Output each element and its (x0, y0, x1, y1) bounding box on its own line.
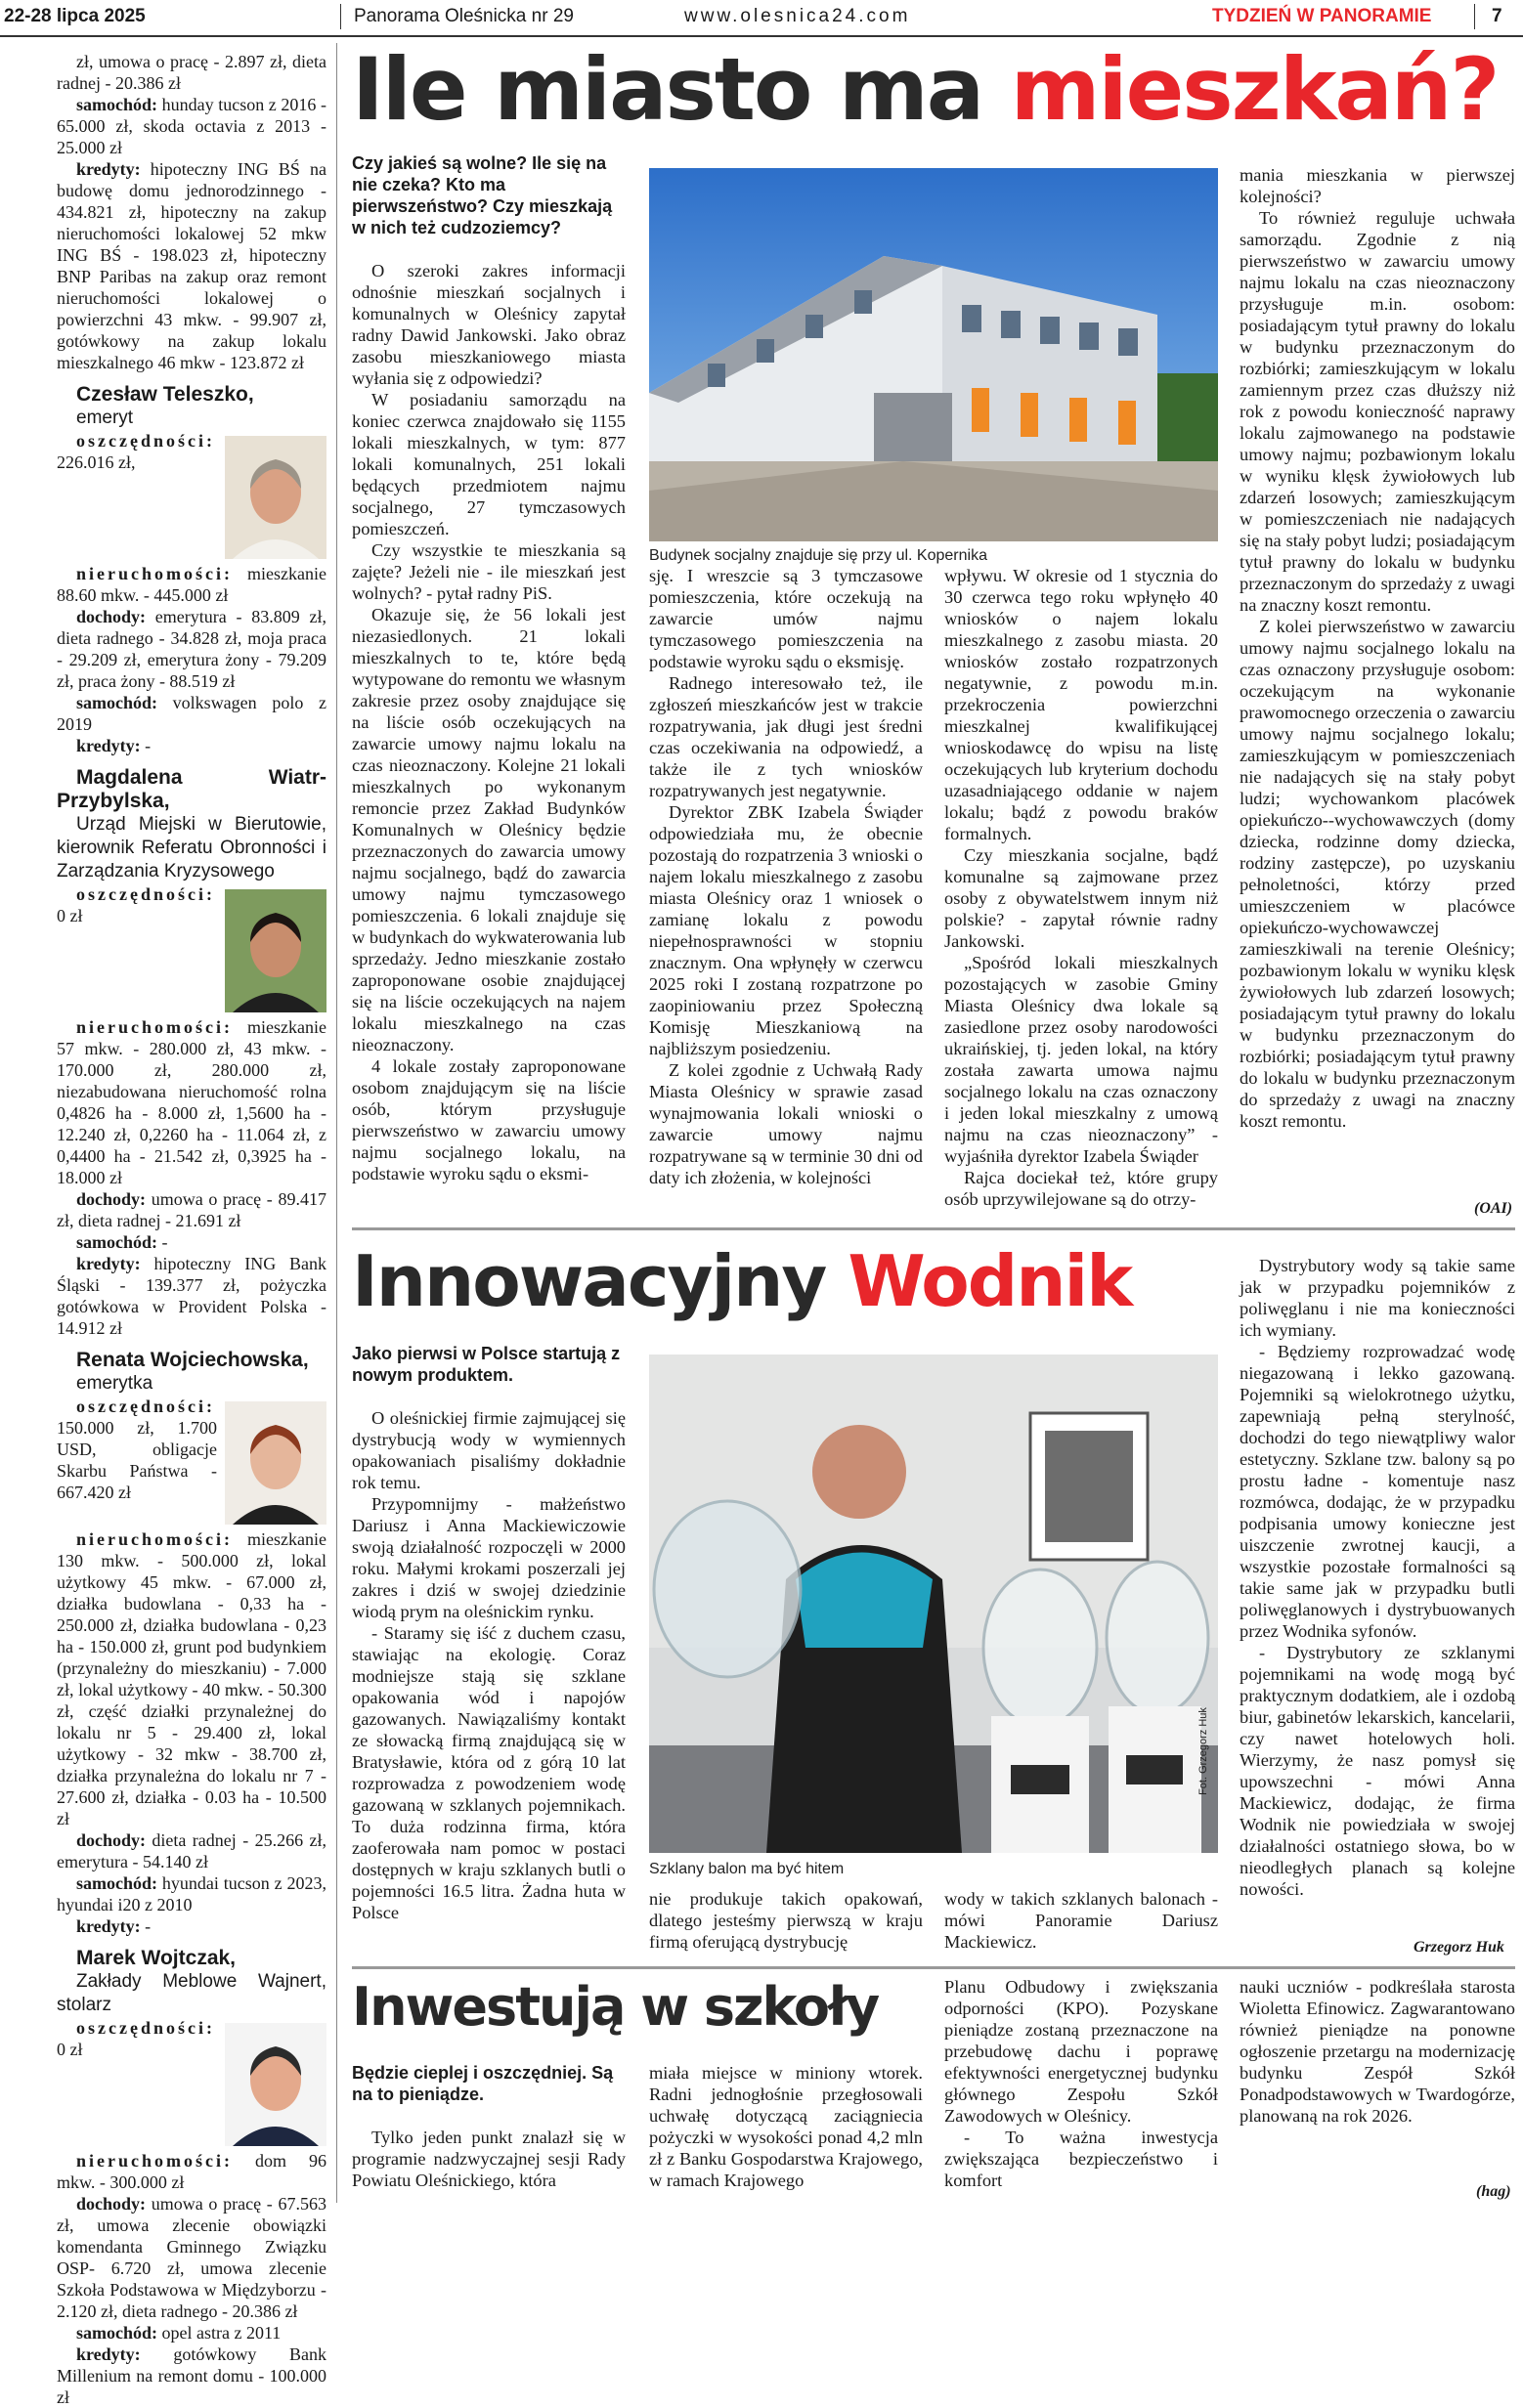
declaration-entry (57, 1503, 326, 1829)
person-role: emerytka (76, 1373, 153, 1394)
article3-lead: Będzie cieplej i oszczędniej. Są na to pieniądze. (352, 2063, 614, 2104)
person-declaration (57, 383, 326, 756)
article2-photo (649, 1354, 1218, 1853)
person-name: Czesław Teleszko, (76, 383, 254, 406)
declaration-entry (57, 2344, 326, 2408)
declaration-entry (57, 51, 326, 94)
article-paragraph: mania mieszkania w pierwszej kolejności? (1240, 165, 1515, 206)
article-paragraph: nie produkuje takich opakowań, dlatego jesteśmy pierwszą w kraju firmą oferującą dystrybucję (649, 1889, 923, 1952)
declaration-value: 0 zł (57, 2040, 83, 2059)
headline-highlight: Wodnik (848, 1240, 1132, 1322)
article-paragraph: Z kolei pierwszeństwo w zawarciu umowy najmu socjalnego lokalu na czas oznaczony przysługuje osobom: oczekującym na wykonanie prawomocnego orzeczenia o zawarciu umowy najmu socjalnego lokalu; zamieszkującym w pomieszczeniach nie nadających się na stały pobyt ludzi; wychowankom placówek opiekuńczo--wychowawczych (domy dziecka, rodzinne domy dziecka, rodziny zastępcze), po uzyskaniu pełnoletności, którzy przed umieszczeniem w placówce opiekuńczo-wychowawczej zamieszkiwali na terenie Oleśnicy; pozbawionym lokalu w wyniku klęsk żywiołowych lub zdarzeń losowych; posiadającym tytuł prawny do lokalu w budynku przeznaczonym do rozbiórki; posiadającym tytuł prawny do lokalu w budynku przeznaczonym do sprzedaży z uwagi na znaczny koszt remontu. (1240, 617, 1515, 1131)
header-divider (1474, 4, 1475, 29)
man-with-bottle-photo (649, 1354, 1218, 1853)
declaration-key: dochody: (76, 607, 147, 626)
article-paragraph: nauki uczniów - podkreślała starosta Wioletta Efinowicz. Zagwarantowano również pieniądze na ponowne ogłoszenie przetargu na modernizację budynku Zespół Szkół Ponadpodstawowych w Twardogórze, planowaną na rok 2026. (1240, 1977, 1515, 2126)
person-portrait (225, 889, 326, 1012)
declaration-value: hyundai tucson z 2023, hyundai i20 z 2010 (57, 1873, 326, 1914)
declaration-key: nieruchomości: (76, 2151, 233, 2171)
asset-declarations-column (57, 51, 326, 2408)
declaration-entry (57, 158, 326, 373)
declaration-entry (57, 94, 326, 158)
issue-date: 22-28 lipca 2025 (4, 6, 146, 26)
article-paragraph: 4 lokale zostały zaproponowane osobom znajdującym się na liście osób, którym przysługuje pierwszeństwo w zawarciu umowy najmu socjalnego lokalu, na podstawie wyroku sądu o eksmi- (352, 1056, 626, 1183)
declaration-value: - (140, 736, 152, 755)
declaration-value: dieta radnej - 25.266 zł, emerytura - 54.140 zł (57, 1830, 326, 1871)
article-paragraph: Planu Odbudowy i zwiększania odporności (KPO). Pozyskane pieniądze zostaną przeznaczone na przebudowę dachu i poprawę efektywności energetycznej budynku głównego Zespołu Szkół Zawodowych w Oleśnicy. (944, 1977, 1218, 2126)
article-paragraph: O oleśnickiej firmie zajmującej się dystrybucją wody w wymiennych opakowaniach pisaliśmy dokładnie rok temu. (352, 1408, 626, 1492)
person-role: Zakłady Meblowe Wajnert, stolarz (57, 1971, 326, 2015)
declaration-value: mieszkanie 57 mkw. - 280.000 zł, 43 mkw. - 170.000 zł, 280.000 zł, niezabudowana nieruchomość rolna 0,4826 ha - 8.000 zł, 1,5600 ha - 12.240 zł, 0,2260 ha - 11.064 zł, z 0,4400 ha - 21.542 zł, 0,3925 ha - 18.000 zł (57, 1017, 326, 1187)
declaration-entry (57, 1915, 326, 1937)
article1-headline (352, 41, 1498, 139)
article2-headline (352, 1237, 1131, 1325)
article2-column-2 (649, 1888, 923, 1953)
declaration-key: samochód: (76, 693, 158, 712)
article-paragraph: Tylko jeden punkt znalazł się w programie nadzwyczajnej sesji Rady Powiatu Oleśnickiego, która (352, 2128, 626, 2190)
person-role: Urząd Miejski w Bierutowie, kierownik Referatu Obronności i Zarządzania Kryzysowego (57, 814, 326, 882)
declaration-key: kredyty: (76, 736, 141, 755)
declaration-key: kredyty: (76, 2344, 141, 2364)
declaration-entry (57, 1253, 326, 1339)
declaration-key: samochód: (76, 1232, 158, 1252)
article2-column-4 (1240, 1255, 1515, 1900)
article3-headline: Inwestują w szkoły (352, 1976, 879, 2038)
headline-highlight: mieszkań? (1010, 39, 1499, 140)
article-paragraph: - Dystrybutory ze szklanymi pojemnikami na wodę mogą być praktycznym dodatkiem, ale i ozdobą biur, gabinetów lekarskich, kancelarii, czy nawet hotelowych holi. Wierzymy, że nasz pomysł się upowszechni - mówi Anna Mackiewicz, dodając, że firma Wodnik nie powiedziała w swojej działalności ostatniego słowa, bo w nieodległych planach są kolejne nowości. (1240, 1643, 1515, 1899)
declaration-entry (57, 606, 326, 692)
article1-signature: (OAI) (1474, 1200, 1513, 1217)
declaration-entry (57, 2322, 326, 2344)
declaration-entry (57, 692, 326, 735)
person-role: emeryt (76, 408, 134, 428)
declaration-value: emerytura - 83.809 zł, dieta radnego - 34.828 zł, moja praca - 29.209 zł, emerytura żony - 79.209 zł, praca żony - 88.519 zł (57, 607, 326, 691)
declaration-value: hipoteczny ING BŚ na budowę domu jednorodzinnego - 434.821 zł, hipoteczny na zakup nieruchomości lokalowej 52 mkw ING BŚ - 198.023 zł, hipoteczny BNP Paribas na zakup oraz remont nieruchomości lokalowej o powierzchni 43 mkw. - 99.907 zł, gotówkowy na zakup lokalu mieszkalnego 46 mkw - 123.872 zł (57, 159, 326, 372)
declaration-key: samochód: (76, 95, 158, 114)
article-paragraph: O szeroki zakres informacji odnośnie mieszkań socjalnych i komunalnych w Oleśnicy zapytał radny Dawid Jankowski. Jako obraz zasobu mieszkaniowego miasta wyłania się z odpowiedzi? (352, 261, 626, 388)
issue-number: Panorama Oleśnicka nr 29 (354, 6, 574, 26)
declaration-key: kredyty: (76, 1254, 141, 1273)
declaration-value: hunday tucson z 2016 - 65.000 zł, skoda octavia z 2013 - 25.000 zł (57, 95, 326, 157)
declaration-value: volkswagen polo z 2019 (57, 693, 326, 734)
declaration-key: kredyty: (76, 1916, 141, 1936)
page-header (0, 0, 1523, 37)
article-paragraph: Dystrybutory wody są takie same jak w przypadku pojemników z poliwęglanu i nie ma konieczności ich wymiany. (1240, 1256, 1515, 1340)
article1-photo (649, 168, 1218, 541)
declaration-value: mieszkanie 130 mkw. - 500.000 zł, lokal użytkowy 45 mkw. - 67.000 zł, działka budowlana - 0,33 ha - 250.000 zł, działka budowlana - 0,23 ha - 150.000 zł, grunt pod budynkiem (przynależny do mieszkaniu) - 7.000 zł, lokal użytkowy - 40 mkw. - 50.300 zł, część działki przynależnej do lokalu nr 5 - 29.400 zł, lokal użytkowy - 32 mkw - 38.700 zł, działka przynależna do lokalu nr 7 - 27.600 zł, działka - 0.03 ha - 10.500 zł (57, 1529, 326, 1828)
declaration-value: opel astra z 2011 (157, 2323, 282, 2343)
building-photo (649, 168, 1218, 541)
declaration-entry (57, 1188, 326, 1231)
declaration-value: umowa o pracę - 67.563 zł, umowa zlecenie obowiązki komendanta Gminnego Związku OSP- 6.720 zł, umowa zlecenie Szkoła Podstawowa w Międzyborzu - 2.120 zł, dieta radnego - 20.386 zł (57, 2194, 326, 2321)
column-divider (336, 43, 337, 2203)
article3-column-2 (649, 2062, 923, 2191)
person-declaration (57, 1349, 326, 1937)
header-divider (340, 4, 341, 29)
declaration-value: 150.000 zł, 1.700 USD, obligacje Skarbu Państwa - 667.420 zł (57, 1418, 217, 1502)
article1-column-1 (352, 152, 626, 1184)
section-rule (352, 1966, 1515, 1969)
photo-credit: Fot. Grzegorz Huk (1197, 1707, 1210, 1795)
article3-column-3 (944, 1976, 1218, 2191)
article-paragraph: „Spośród lokali mieszkalnych pozostających w zasobie Gminy Miasta Oleśnicy dwa lokale są zasiedlone przez osoby narodowości ukraińskiej, tj. jeden lokal, na który została zawarta umowa najmu socjalnego lokalu na czas oznaczony i jeden lokal mieszkalny z umową najmu na czas nieoznaczony” - wyjaśniła dyrektor Izabela Świąder (944, 953, 1218, 1166)
declaration-key: oszczędności: (76, 884, 215, 904)
person-portrait (225, 1401, 326, 1525)
article-paragraph: Przypomnijmy - małżeństwo Dariusz i Anna Mackiewiczowie swoją działalność rozpoczęli w 2000 roku. Małymi krokami poszerzali jej zakres i dziś w swojej dziedzinie wiodą prym na oleśnickim rynku. (352, 1494, 626, 1621)
person-name: Renata Wojciechowska, (76, 1349, 309, 1371)
article1-photo-caption: Budynek socjalny znajduje się przy ul. Kopernika (649, 547, 987, 564)
headline-part: Ile miasto ma (352, 39, 1011, 140)
person-portrait (225, 436, 326, 559)
article3-column-1 (352, 2062, 626, 2191)
declaration-key: samochód: (76, 1873, 158, 1893)
person-name: Marek Wojtczak, (76, 1947, 237, 1969)
declaration-key: kredyty: (76, 159, 141, 179)
declaration-value: - (157, 1232, 168, 1252)
declaration-entry (57, 1231, 326, 1253)
declaration-value: umowa o pracę - 89.417 zł, dieta radnej - 21.691 zł (57, 1189, 326, 1230)
article-paragraph: Okazuje się, że 56 lokali jest niezasiedlonych. 21 lokali mieszkalnych to te, które będą wytypowane do remontu we własnym zakresie przez osoby znajdujące się na liście osób oczekujących na zawarcie umowy najmu lokalu na czas nieoznaczony. Kolejne 21 lokali mieszkalnych po wykonanym remoncie przez Zakład Budynków Komunalnych w Oleśnicy będzie przeznaczonych do zawarcia umowy najmu socjalnego, bądź do zawarcia umowy najmu tymczasowego pomieszczenia. 6 lokali znajduje się w budynkach do wykwaterowania lub sprzedaży. Jedno mieszkanie zostało zaproponowane osobie znajdującej się na liście oczekujących na najem lokalu mieszkalnego na czas nieoznaczony. (352, 605, 626, 1054)
article-paragraph: - To ważna inwestycja zwiększająca bezpieczeństwo i komfort (944, 2128, 1218, 2190)
article-paragraph: sję. I wreszcie są 3 tymczasowe pomieszczenia, które oczekują na zawarcie umów najmu tymczasowego pomieszczenia na podstawie wyroku sądu o eksmisję. (649, 566, 923, 671)
page-number: 7 (1492, 6, 1502, 26)
article-paragraph: Z kolei zgodnie z Uchwałą Rady Miasta Oleśnicy w sprawie zasad wynajmowania lokali wnioski o zawarcie umowy najmu rozpatrywane są w terminie 30 dni od daty ich złożenia, w kolejności (649, 1060, 923, 1187)
headline-part: Innowacyjny (352, 1240, 849, 1322)
article-paragraph: Czy mieszkania socjalne, bądź komunalne są zajmowane przez osoby z obywatelstwem innym niż polskie? - zapytał równie radny Jankowski. (944, 845, 1218, 951)
article-paragraph: Radnego interesowało też, ile zgłoszeń mieszkańców jest w trakcie rozpatrywania, jak długi jest średni czas oczekiwania na odpowiedź, a także ile z tych wniosków rozpatrywanych jest negatywnie. (649, 673, 923, 800)
person-portrait (225, 2023, 326, 2146)
article-paragraph: - Staramy się iść z duchem czasu, stawiając na ekologię. Coraz modniejsze stają się szklane opakowania wód i napojów gazowanych. Nawiązaliśmy kontakt ze słowacką firmą znajdującą się w Bratysławie, która od z górą 10 lat rozprowadza z powodzeniem wodę gazowaną w szklanych pojemnikach. To duża rodzinna firma, która zaoferowała nam pomoc w postaci dostępnych w kraju szklanych butli o pojemności 16.5 litra. Żadna huta w Polsce (352, 1623, 626, 1922)
declaration-entry (57, 1872, 326, 1915)
declaration-value: zł, umowa o pracę - 2.897 zł, dieta radnej - 20.386 zł (57, 52, 326, 93)
declaration-key: nieruchomości: (76, 1529, 233, 1549)
article2-lead: Jako pierwsi w Polsce startują z nowym produktem. (352, 1344, 621, 1385)
section-rule (352, 1227, 1515, 1230)
article2-signature: Grzegorz Huk (1414, 1939, 1504, 1956)
article2-column-1 (352, 1343, 626, 1923)
declaration-entry (57, 735, 326, 756)
person-declaration (57, 766, 326, 1339)
article1-lead: Czy jakieś są wolne? Ile się na nie czeka? Kto ma pierwszeństwo? Czy mieszkają w nich też cudzoziemcy? (352, 153, 613, 237)
declaration-key: dochody: (76, 1830, 147, 1850)
article1-column-4 (1240, 164, 1515, 1132)
article2-photo-caption: Szklany balon ma być hitem (649, 1861, 845, 1877)
declaration-key: oszczędności: (76, 1397, 215, 1416)
article-paragraph: W posiadaniu samorządu na koniec czerwca znajdowało się 1155 lokali mieszkalnych, w tym: 877 lokali komunalnych, 251 lokali będących przedmiotem najmu socjalnego, 27 tymczasowych pomieszczeń. (352, 390, 626, 538)
declaration-value: dom 96 mkw. - 300.000 zł (57, 2151, 326, 2192)
declaration-key: oszczędności: (76, 2018, 215, 2038)
person-declaration (57, 1947, 326, 2408)
declaration-value: gotówkowy Bank Millenium na remont domu - 100.000 zł (57, 2344, 326, 2407)
declaration-key: oszczędności: (76, 431, 215, 451)
article1-column-3 (944, 565, 1218, 1210)
declaration-key: nieruchomości: (76, 564, 233, 583)
declaration-entry (57, 1829, 326, 1872)
article-paragraph: - Będziemy rozprowadzać wodę niegazowaną i lekko gazowaną. Pojemniki są wielokrotnego użytku, zapewniają pełną sterylność, dochodzi do tego niewątpliwy walor estetyczny. Szklane tzw. balony są po prostu ładne - komentuje nasz rozmówca, dodając, że w przypadku podpisania umowy konieczne jest uiszczenie zwrotnej kaucji, a wszystkie pozostałe formalności są takie same jak w przypadku butli poliwęglanowych i dystrybuowanych przez Wodnika syfonów. (1240, 1342, 1515, 1641)
article-paragraph: To również reguluje uchwała samorządu. Zgodnie z nią pierwszeństwo w zawarciu umowy najmu lokalu na czas nieoznaczony przysługuje m.in. osobom: posiadającym tytuł prawny do lokalu w budynku przeznaczonym do rozbiórki; zamieszkującym w lokalu zamiennym przez czas dłuższy niż rok z powodu konieczność naprawy lokalu zajmowanego na podstawie umowy najmu; pozbawionym lokalu w wyniku klęsk żywiołowych lub zdarzeń losowych; zamieszkującym w pomieszczeniach nie nadających się na stały pobyt ludzi; posiadającym tytuł prawny do lokalu w budynku przeznaczonym do sprzedaży z uwagi na znaczny koszt remontu. (1240, 208, 1515, 615)
article1-column-2 (649, 565, 923, 1188)
declaration-key: samochód: (76, 2323, 158, 2343)
article3-signature: (hag) (1476, 2183, 1511, 2200)
declaration-value: 226.016 zł, (57, 452, 136, 472)
declaration-value: hipoteczny ING Bank Śląski - 139.377 zł, pożyczka gotówkowa w Provident Polska - 14.912 zł (57, 1254, 326, 1338)
declaration-key: dochody: (76, 1189, 147, 1209)
article-paragraph: Czy wszystkie te mieszkania są zajęte? Jeżeli nie - ile mieszkań jest wolnych? - pytał radny PiS. (352, 540, 626, 603)
declaration-key: dochody: (76, 2194, 147, 2214)
article-paragraph: miała miejsce w miniony wtorek. Radni jednogłośnie przegłosowali uchwałę dotyczącą zaciągniecia pożyczki w wysokości ponad 4,2 mln zł z Banku Gospodarstwa Krajowego, w ramach Krajowego (649, 2063, 923, 2190)
section-title: TYDZIEŃ W PANORAMIE (1212, 6, 1432, 26)
article-paragraph: Rajca dociekał też, które grupy osób uprzywilejowane są do otrzy- (944, 1168, 1218, 1209)
declaration-value: - (140, 1916, 152, 1936)
article-paragraph: Dyrektor ZBK Izabela Świąder odpowiedziała mu, że obecnie pozostają do rozpatrzenia 3 wnioski o najem lokalu mieszkalnego z zasobu miasta Oleśnicy oraz 1 wniosek o zamianę lokalu z powodu niepełnosprawności w stopniu znacznym. Ona wpłynęły w czerwcu 2025 roki I zostaną rozpatrzone po zaopiniowaniu przez Społeczną Komisję Mieszkaniową na najbliższym posiedzeniu. (649, 802, 923, 1058)
article2-column-3 (944, 1888, 1218, 1953)
declaration-key: nieruchomości: (76, 1017, 233, 1037)
declaration-value: 0 zł (57, 906, 83, 925)
declaration-value: mieszkanie 88.60 mkw. - 445.000 zł (57, 564, 326, 605)
article-paragraph: wody w takich szklanych balonach - mówi Panoramie Dariusz Mackiewicz. (944, 1889, 1218, 1952)
website-link[interactable]: www.olesnica24.com (684, 6, 911, 26)
article-paragraph: wpływu. W okresie od 1 stycznia do 30 czerwca tego roku wpłynęło 40 wniosków o najem lokalu mieszkalnego z zasobu miasta. 20 wniosków zostało rozpatrzonych negatywnie, z powodu m.in. przekroczenia powierzchni mieszkalnej kwalifikującej wnioskodawcę do wpisu na listę oczekujących lub kryterium dochodu uzasadniającego oddanie w najem lokalu; bądź z powodu braków formalnych. (944, 566, 1218, 843)
article3-column-4 (1240, 1976, 1515, 2127)
person-name: Magdalena Wiatr-Przybylska, (57, 766, 326, 812)
